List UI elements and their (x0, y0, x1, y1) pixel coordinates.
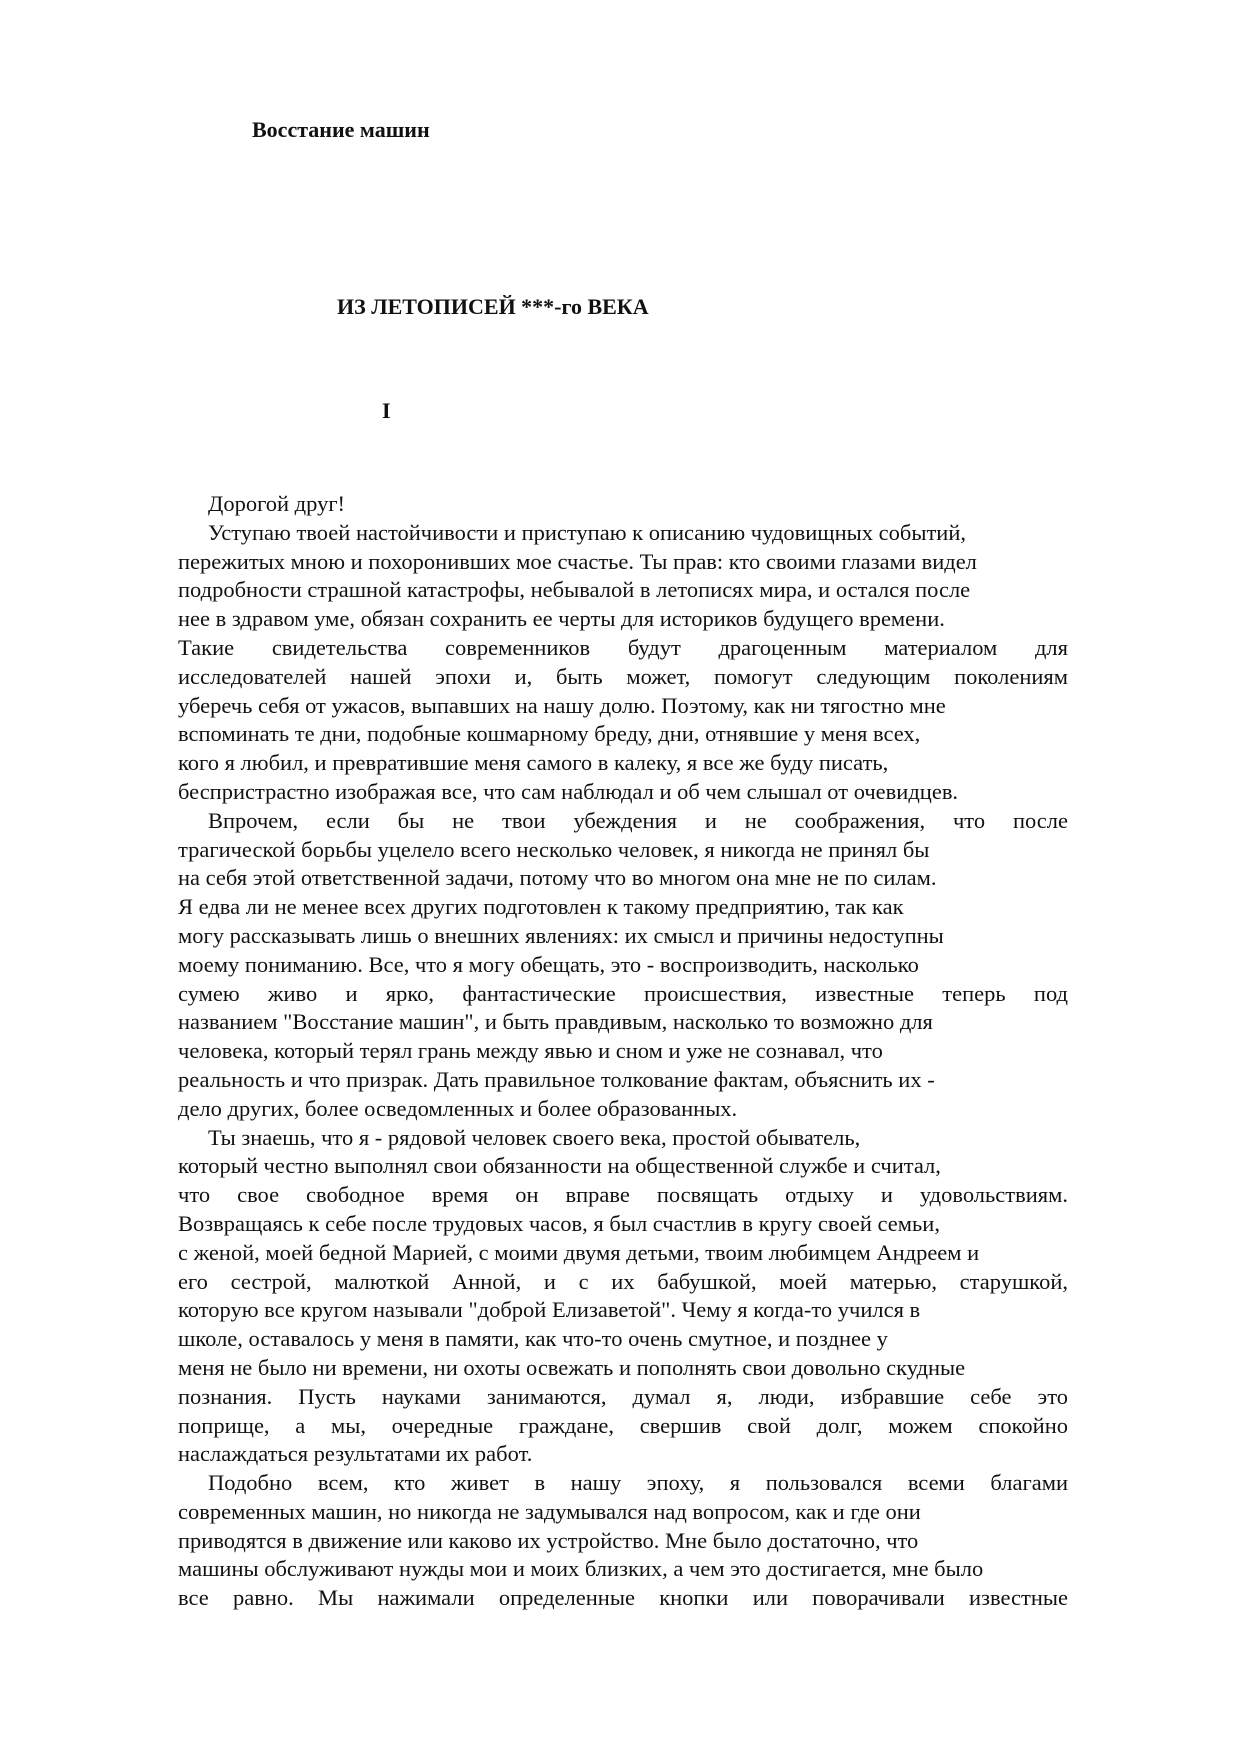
text-line: Такие свидетельства современников будут драгоценным материалом для (178, 634, 1068, 660)
text-line: Возвращаясь к себе после трудовых часов, я был счастлив в кругу своей семьи, (178, 1210, 940, 1236)
text-line: Ты знаешь, что я - рядовой человек своего века, простой обыватель, (208, 1124, 861, 1150)
text-line: наслаждаться результатами их работ. (178, 1441, 533, 1467)
text-line: Впрочем, если бы не твои убеждения и не соображения, что после (208, 807, 1068, 833)
text-line: приводятся в движение или каково их устройство. Мне было достаточно, что (178, 1527, 919, 1553)
body-text (178, 490, 1068, 1613)
text-line: школе, оставалось у меня в памяти, как что-то очень смутное, и позднее у (178, 1326, 888, 1352)
text-line: уберечь себя от ужасов, выпавших на нашу долю. Поэтому, как ни тягостно мне (178, 692, 946, 718)
text-line: дело других, более осведомленных и более образованных. (178, 1095, 738, 1121)
text-line: исследователей нашей эпохи и, быть может, помогут следующим поколениям (178, 663, 1068, 689)
section-title: ИЗ ЛЕТОПИСЕЙ ***-го ВЕКА (337, 294, 649, 319)
text-line: Подобно всем, кто живет в нашу эпоху, я пользовался всеми благами (208, 1470, 1068, 1496)
text-line: с женой, моей бедной Марией, с моими двумя детьми, твоим любимцем Андреем и (178, 1239, 980, 1265)
text-line: беспристрастно изображая все, что сам наблюдал и об чем слышал от очевидцев. (178, 778, 959, 804)
text-line: моему пониманию. Все, что я могу обещать, это - воспроизводить, насколько (178, 951, 919, 977)
chapter-number: I (382, 398, 391, 423)
text-line: современных машин, но никогда не задумывался над вопросом, как и где они (178, 1498, 921, 1524)
text-line: могу рассказывать лишь о внешних явлениях: их смысл и причины недоступны (178, 922, 944, 948)
text-line: Я едва ли не менее всех других подготовлен к такому предприятию, так как (178, 894, 904, 920)
text-line: Дорогой друг! (208, 491, 346, 516)
text-line: все равно. Мы нажимали определенные кнопки или поворачивали известные (178, 1585, 1068, 1611)
text-line: машины обслуживают нужды мои и моих близких, а чем это достигается, мне было (178, 1556, 984, 1582)
text-line: познания. Пусть науками занимаются, думал я, люди, избравшие себе это (178, 1383, 1068, 1409)
text-line: сумею живо и ярко, фантастические происшествия, известные теперь под (178, 980, 1068, 1006)
text-line: нее в здравом уме, обязан сохранить ее черты для историков будущего времени. (178, 606, 945, 632)
text-line: его сестрой, малюткой Анной, и с их бабушкой, моей матерью, старушкой, (178, 1268, 1068, 1294)
text-line: Уступаю твоей настойчивости и приступаю к описанию чудовищных событий, (208, 519, 967, 545)
text-line: кого я любил, и превратившие меня самого в калеку, я все же буду писать, (178, 750, 889, 776)
text-line: который честно выполнял свои обязанности на общественной службе и считал, (178, 1153, 941, 1179)
text-line: поприще, а мы, очередные граждане, свершив свой долг, можем спокойно (178, 1412, 1068, 1438)
book-title: Восстание машин (252, 117, 430, 142)
text-line: трагической борьбы уцелело всего несколько человек, я никогда не принял бы (178, 836, 930, 862)
text-line: подробности страшной катастрофы, небывалой в летописях мира, и остался после (178, 577, 971, 603)
text-line: человека, который терял грань между явью и сном и уже не сознавал, что (178, 1038, 883, 1064)
text-line: названием "Восстание машин", и быть правдивым, насколько то возможно для (178, 1009, 933, 1035)
text-line: вспоминать те дни, подобные кошмарному бреду, дни, отнявшие у меня всех, (178, 721, 921, 747)
text-line: пережитых мною и похоронивших мое счастье. Ты прав: кто своими глазами видел (178, 548, 977, 574)
text-line: которую все кругом называли "доброй Елизаветой". Чему я когда-то учился в (178, 1297, 921, 1323)
text-line: реальность и что призрак. Дать правильное толкование фактам, объяснить их - (178, 1066, 935, 1092)
text-line: меня не было ни времени, ни охоты освежать и пополнять свои довольно скудные (178, 1354, 966, 1380)
text-line: что свое свободное время он вправе посвящать отдыху и удовольствиям. (178, 1182, 1068, 1208)
text-line: на себя этой ответственной задачи, потому что во многом она мне не по силам. (178, 865, 937, 891)
